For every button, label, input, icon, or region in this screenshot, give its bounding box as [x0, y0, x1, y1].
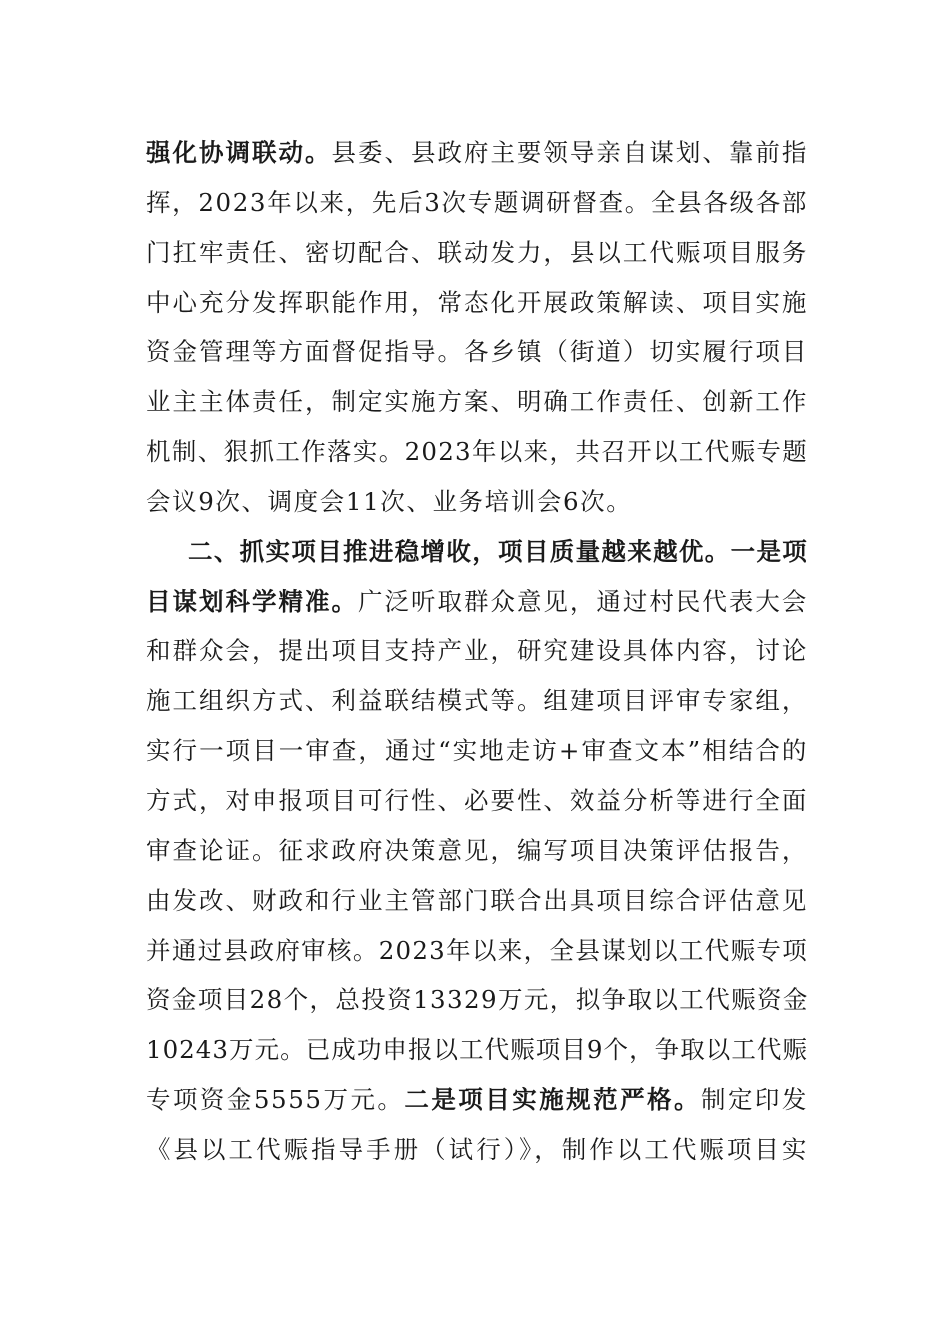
- text-line: [146, 427, 808, 477]
- section-heading: 二、抓实项目推进稳增收，项目质量越来越优。一是项: [188, 536, 808, 566]
- bold-heading: 强化协调联动。: [146, 138, 332, 167]
- text-line: [146, 926, 808, 976]
- text-run: 挥，2023年以来，先后3次专题调研督查。全县各级各部: [146, 187, 808, 217]
- text-line: [146, 577, 808, 627]
- text-line: [146, 626, 808, 676]
- text-run: 《县以工代赈指导手册（试行）》，制作以工代赈项目实: [146, 1134, 808, 1164]
- text-line: [146, 1025, 808, 1075]
- text-line: [146, 1075, 808, 1125]
- text-run: 业主主体责任，制定实施方案、明确工作责任、创新工作: [146, 387, 808, 417]
- text-run: 会议9次、调度会11次、业务培训会6次。: [146, 486, 633, 516]
- text-line: [146, 278, 808, 328]
- text-line: [146, 776, 808, 826]
- paragraph: [146, 128, 808, 527]
- bold-heading: 目谋划科学精准。: [146, 586, 358, 616]
- text-line: [146, 726, 808, 776]
- text-line: [146, 477, 808, 527]
- text-run: 审查论证。征求政府决策意见，编写项目决策评估报告，: [146, 835, 808, 865]
- text-line: [146, 228, 808, 278]
- text-line: [146, 327, 808, 377]
- text-line: [146, 377, 808, 427]
- document-body: [146, 128, 808, 1175]
- text-line: [146, 975, 808, 1025]
- text-run: 由发改、财政和行业主管部门联合出具项目综合评估意见: [146, 885, 808, 915]
- text-line: [146, 178, 808, 228]
- text-line: [146, 676, 808, 726]
- text-run: 资金管理等方面督促指导。各乡镇（街道）切实履行项目: [146, 337, 808, 367]
- text-run: 制定印发: [701, 1085, 808, 1115]
- text-line: [146, 826, 808, 876]
- text-run: 和群众会，提出项目支持产业，研究建设具体内容，讨论: [146, 636, 808, 666]
- text-run: 施工组织方式、利益联结模式等。组建项目评审专家组，: [146, 686, 808, 716]
- text-line: [146, 527, 808, 577]
- text-line: [146, 1125, 808, 1175]
- text-run: 中心充分发挥职能作用，常态化开展政策解读、项目实施: [146, 287, 808, 317]
- text-run: 门扛牢责任、密切配合、联动发力，县以工代赈项目服务: [146, 237, 808, 267]
- text-run: 广泛听取群众意见，通过村民代表大会: [357, 586, 808, 616]
- text-run: 县委、县政府主要领导亲自谋划、靠前指: [331, 138, 808, 167]
- text-run: 专项资金5555万元。: [146, 1085, 405, 1115]
- text-run: 并通过县政府审核。2023年以来，全县谋划以工代赈专项: [146, 935, 808, 965]
- text-line: [146, 876, 808, 926]
- bold-heading: 二是项目实施规范严格。: [404, 1085, 701, 1115]
- paragraph: [146, 527, 808, 1175]
- text-run: 机制、狠抓工作落实。2023年以来，共召开以工代赈专题: [146, 437, 808, 467]
- text-line: [146, 128, 808, 178]
- text-run: 10243万元。已成功申报以工代赈项目9个，争取以工代赈: [146, 1035, 808, 1065]
- text-run: 资金项目28个，总投资13329万元，拟争取以工代赈资金: [146, 985, 809, 1015]
- text-run: 方式，对申报项目可行性、必要性、效益分析等进行全面: [146, 785, 808, 815]
- text-run: 实行一项目一审查，通过“实地走访+审查文本”相结合的: [146, 736, 808, 766]
